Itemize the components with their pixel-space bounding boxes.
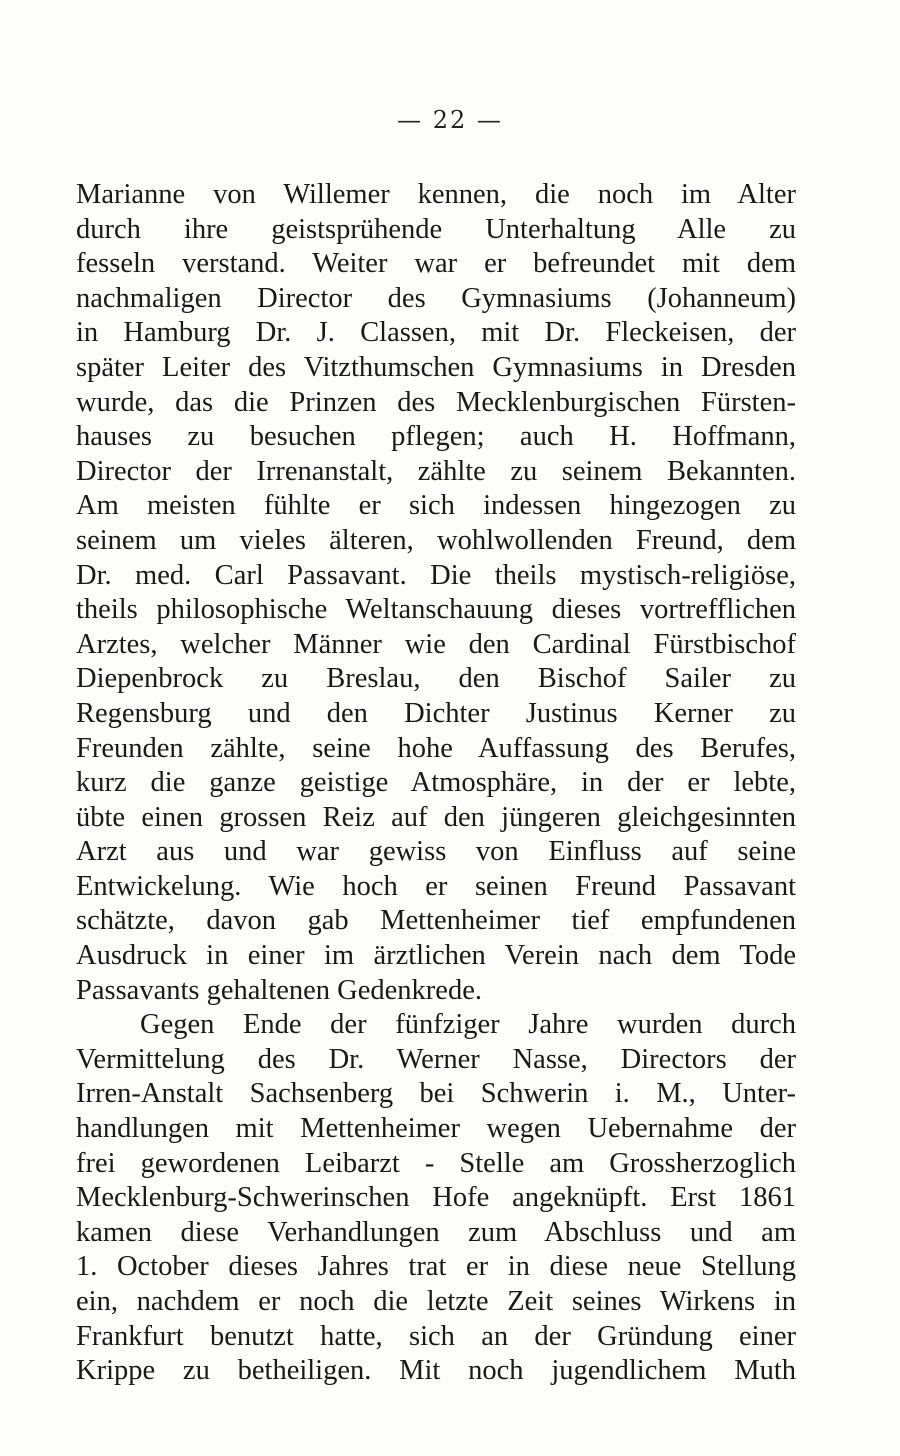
- text-line: fesseln verstand. Weiter war er befreundet mit dem: [76, 248, 796, 280]
- text-line: Ausdruck in einer im ärztlichen Verein nach dem Tode: [76, 940, 796, 972]
- text-line: 1. October dieses Jahres trat er in diese neue Stellung: [76, 1251, 796, 1283]
- text-line: Arztes, welcher Männer wie den Cardinal Fürstbischof: [76, 628, 796, 660]
- text-line: theils philosophische Weltanschauung dieses vortrefflichen: [76, 594, 796, 626]
- body-text: [76, 178, 796, 1389]
- text-line: Am meisten fühlte er sich indessen hingezogen zu: [76, 490, 796, 522]
- text-line: ein, nachdem er noch die letzte Zeit seines Wirkens in: [76, 1286, 796, 1317]
- text-line: durch ihre geistsprühende Unterhaltung Alle zu: [76, 213, 796, 245]
- text-line: Marianne von Willemer kennen, die noch im Alter: [76, 179, 796, 210]
- text-line: Mecklenburg-Schwerinschen Hofe angeknüpft. Erst 1861: [76, 1182, 796, 1214]
- text-line: Vermittelung des Dr. Werner Nasse, Directors der: [76, 1043, 796, 1075]
- text-line: kamen diese Verhandlungen zum Abschluss und am: [76, 1216, 796, 1248]
- text-line: übte einen grossen Reiz auf den jüngeren gleichgesinnten: [76, 801, 796, 833]
- text-line: Krippe zu betheiligen. Mit noch jugendlichem Muth: [76, 1355, 796, 1387]
- text-line: Freunden zählte, seine hohe Auffassung des Berufes,: [76, 732, 796, 764]
- text-line: später Leiter des Vitzthumschen Gymnasiums in Dresden: [76, 351, 796, 383]
- text-line: Arzt aus und war gewiss von Einfluss auf seine: [76, 836, 796, 868]
- text-line: schätzte, davon gab Mettenheimer tief empfundenen: [76, 905, 796, 937]
- text-line: Diepenbrock zu Breslau, den Bischof Sailer zu: [76, 663, 796, 695]
- text-line: Director der Irrenanstalt, zählte zu seinem Bekannten.: [76, 455, 796, 487]
- text-line: kurz die ganze geistige Atmosphäre, in der er lebte,: [76, 767, 796, 799]
- text-line: frei gewordenen Leibarzt - Stelle am Grossherzoglich: [76, 1147, 796, 1179]
- text-line: Irren-Anstalt Sachsenberg bei Schwerin i. M., Unter-: [76, 1078, 796, 1110]
- text-line: Passavants gehaltenen Gedenkrede.: [76, 974, 482, 1006]
- text-line: Gegen Ende der fünfziger Jahre wurden durch: [140, 1009, 796, 1041]
- page-number: — 22 —: [397, 106, 503, 134]
- text-line: wurde, das die Prinzen des Mecklenburgischen Fürsten-: [76, 386, 796, 418]
- text-line: Entwickelung. Wie hoch er seinen Freund Passavant: [76, 870, 796, 902]
- text-line: seinem um vieles älteren, wohlwollenden Freund, dem: [76, 524, 796, 556]
- text-line: nachmaligen Director des Gymnasiums (Johanneum): [76, 282, 796, 314]
- text-line: Regensburg und den Dichter Justinus Kerner zu: [76, 697, 796, 729]
- text-line: hauses zu besuchen pflegen; auch H. Hoffmann,: [76, 421, 796, 453]
- text-line: Frankfurt benutzt hatte, sich an der Gründung einer: [76, 1320, 796, 1352]
- text-line: in Hamburg Dr. J. Classen, mit Dr. Fleckeisen, der: [76, 317, 796, 349]
- text-line: Dr. med. Carl Passavant. Die theils mystisch-religiöse,: [76, 559, 796, 591]
- text-line: handlungen mit Mettenheimer wegen Uebernahme der: [76, 1113, 796, 1145]
